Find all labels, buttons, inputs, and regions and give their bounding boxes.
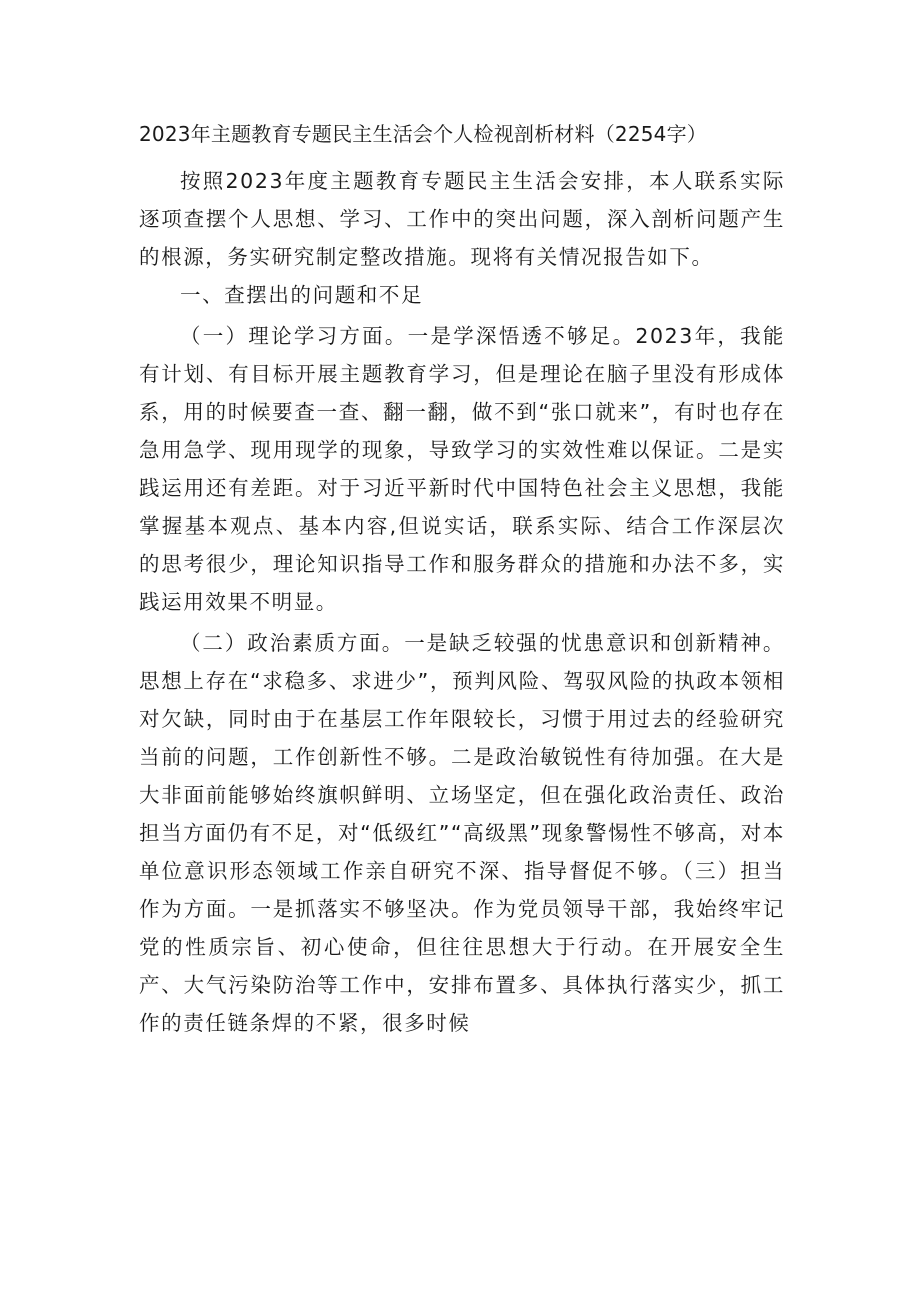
document-body [139, 118, 785, 1042]
document-title: 2023年主题教育专题民主生活会个人检视剖析材料（2254字） [139, 122, 707, 146]
intro-paragraph: 按照2023年度主题教育专题民主生活会安排，本人联系实际逐项查摆个人思想、学习、工作中的突出问题，深入剖析问题产生的根源，务实研究制定整改措施。现将有关情况报告如下。 [139, 169, 785, 269]
section-heading: 一、查摆出的问题和不足 [180, 283, 424, 307]
paragraph-political-quality: （二）政治素质方面。一是缺乏较强的忧患意识和创新精神。思想上存在“求稳多、求进少”，预判风险、驾驭风险的执政本领相对欠缺，同时由于在基层工作年限较长，习惯于用过去的经验研究当前的问题，工作创新性不够。二是政治敏锐性有待加强。在大是大非面前能够始终旗帜鲜明、立场坚定，但在强化政治责任、政治担当方面仍有不足，对“低级红”“高级黑”现象警惕性不够高，对本单位意识形态领域工作亲自研究不深、指导督促不够。（三）担当作为方面。一是抓落实不够坚决。作为党员领导干部，我始终牢记党的性质宗旨、初心使命，但往往思想大于行动。在开展安全生产、大气污染防治等工作中，安排布置多、具体执行落实少，抓工作的责任链条焊的不紧，很多时候 [139, 631, 785, 1035]
paragraph-theory-study: （一）理论学习方面。一是学深悟透不够足。2023年，我能有计划、有目标开展主题教育学习，但是理论在脑子里没有形成体系，用的时候要查一查、翻一翻，做不到“张口就来”，有时也存在急用急学、现用现学的现象，导致学习的实效性难以保证。二是实践运用还有差距。对于习近平新时代中国特色社会主义思想，我能掌握基本观点、基本内容,但说实话，联系实际、结合工作深层次的思考很少，理论知识指导工作和服务群众的措施和办法不多，实践运用效果不明显。 [139, 324, 785, 614]
